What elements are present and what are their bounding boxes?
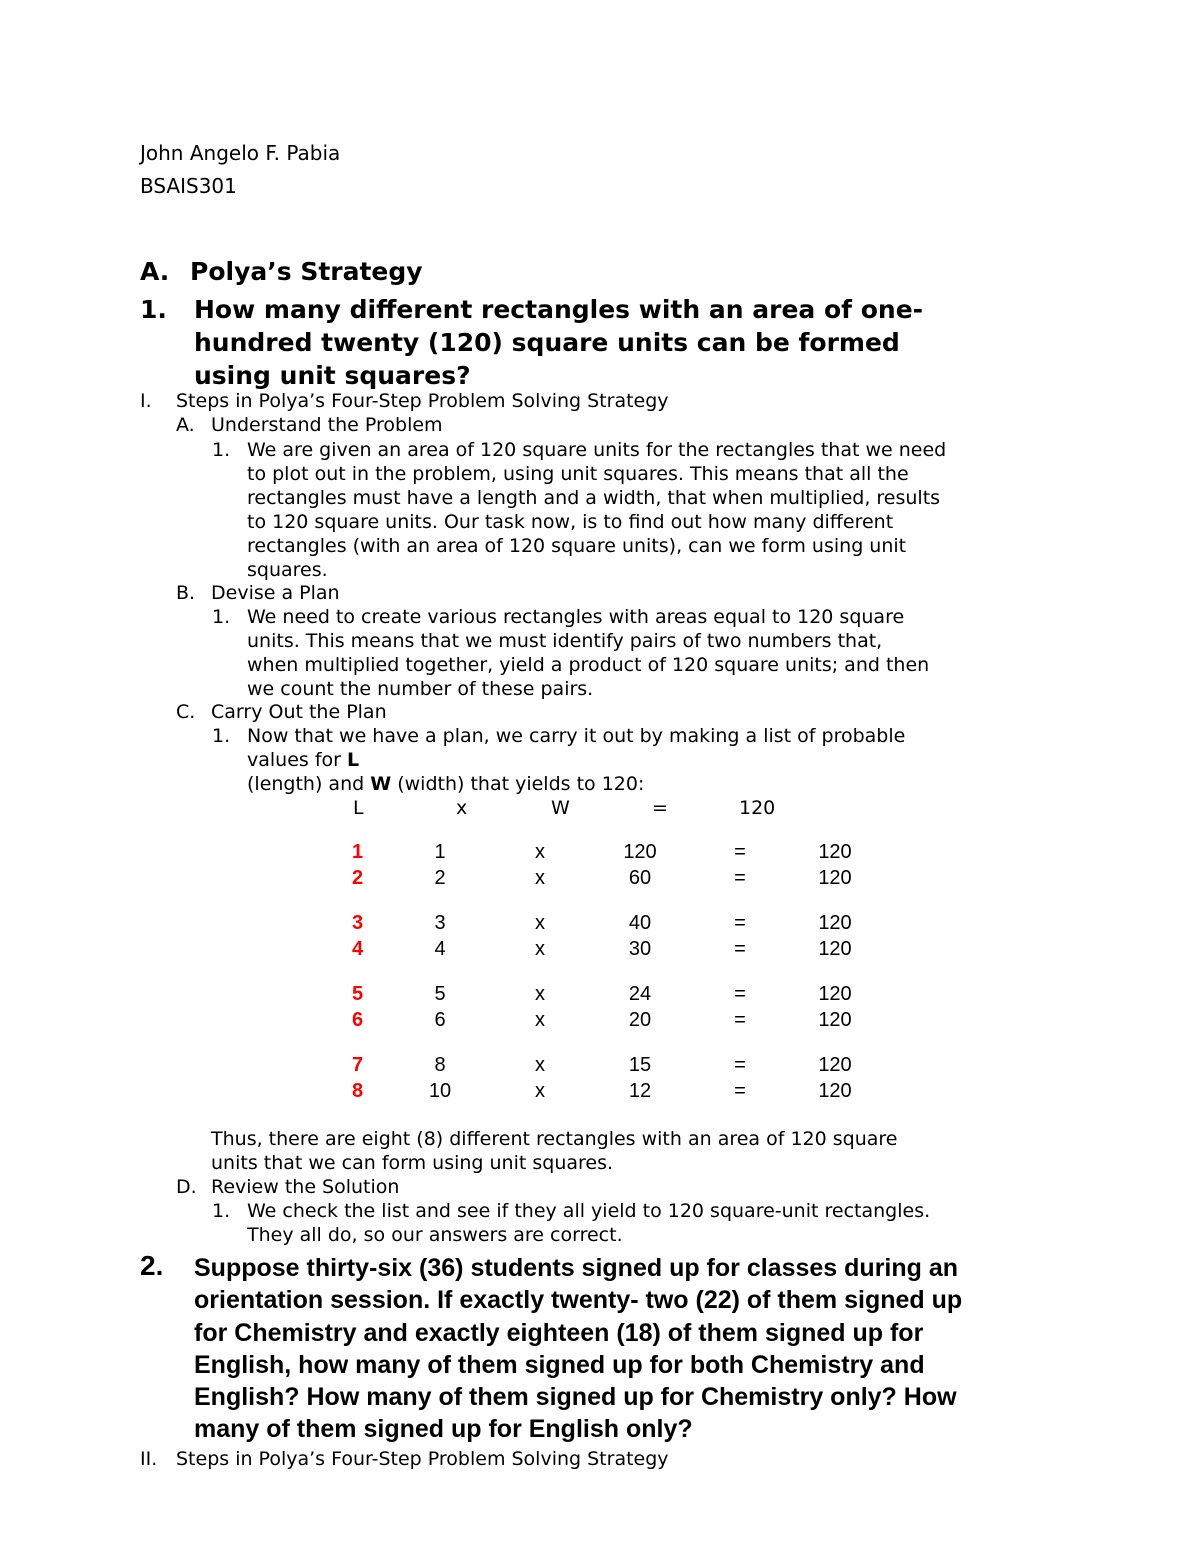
times-sign: x <box>535 1079 545 1102</box>
step-b-marker: B. <box>176 582 196 604</box>
equals-sign: = <box>734 841 746 863</box>
step-c-marker: C. <box>176 701 196 723</box>
conclusion-paragraph <box>211 1127 898 1175</box>
question-2-marker: 2. <box>140 1250 164 1281</box>
step-b-title: Devise a Plan <box>211 582 340 604</box>
row-number: 1 <box>352 841 364 863</box>
paragraph-line: We check the list and see if they all yield to 120 square-unit rectangles. <box>247 1200 931 1222</box>
width-value: 60 <box>628 866 652 889</box>
class-section: BSAIS301 <box>140 174 237 198</box>
equals-sign: = <box>734 912 746 934</box>
times-sign: x <box>535 866 545 889</box>
step-b-paragraph <box>247 605 929 701</box>
paragraph-line: when multiplied together, yield a product of 120 square units; and then <box>247 654 930 676</box>
paragraph-line: We are given an area of 120 square units for the rectangles that we need <box>247 439 947 461</box>
part-2-title: Steps in Polya’s Four-Step Problem Solving Strategy <box>176 1448 669 1470</box>
step-a-marker: A. <box>176 414 195 436</box>
step-d-marker: D. <box>176 1176 197 1198</box>
step-a-title: Understand the Problem <box>211 414 443 436</box>
times-sign: x <box>535 983 545 1005</box>
width-value: 20 <box>628 1008 652 1031</box>
paragraph-line: They all do, so our answers are correct. <box>247 1224 623 1246</box>
paragraph-line: units that we can form using unit squares. <box>211 1152 614 1174</box>
product-value: 120 <box>818 841 852 863</box>
equals-sign: = <box>734 937 746 960</box>
times-sign: x <box>535 937 545 960</box>
section-a-marker: A. <box>140 257 170 286</box>
row-number: 4 <box>352 937 364 960</box>
step-d-paragraph <box>247 1199 930 1247</box>
section-a-title: Polya’s Strategy <box>190 257 423 286</box>
table-row <box>340 866 880 892</box>
equals-sign: = <box>734 1054 746 1076</box>
table-row <box>340 840 880 866</box>
question-1-text <box>194 293 923 392</box>
product-value: 120 <box>818 983 852 1005</box>
length-value: 3 <box>434 912 446 934</box>
equals-sign: = <box>734 1079 746 1102</box>
length-value: 2 <box>434 866 446 889</box>
question-1-line: How many different rectangles with an area of one- <box>194 295 924 324</box>
text-run: (length) and <box>247 773 371 795</box>
paragraph-line: Now that we have a plan, we carry it out by making a list of probable <box>247 725 906 747</box>
row-number: 3 <box>352 912 364 934</box>
product-value: 120 <box>818 937 852 960</box>
times-sign: x <box>535 1054 545 1076</box>
part-2-marker: II. <box>140 1448 158 1470</box>
equals-sign: = <box>734 866 746 889</box>
step-d-item-marker: 1. <box>212 1200 231 1222</box>
step-c-title: Carry Out the Plan <box>211 701 387 723</box>
paragraph-line: to 120 square units. Our task now, is to find out how many different <box>247 511 894 533</box>
question-2-line: English? How many of them signed up for Chemistry only? How <box>194 1383 957 1412</box>
width-value: 15 <box>628 1054 652 1076</box>
text-run: values for <box>247 749 348 771</box>
step-d-title: Review the Solution <box>211 1176 400 1198</box>
table-header-l: L <box>353 797 364 819</box>
table-row <box>340 1079 880 1105</box>
length-symbol: L <box>347 749 360 771</box>
question-2-line: orientation session. If exactly twenty- two (22) of them signed up <box>194 1286 963 1315</box>
question-2-line: many of them signed up for English only? <box>194 1415 693 1444</box>
product-value: 120 <box>818 866 852 889</box>
length-value: 4 <box>434 937 446 960</box>
width-value: 24 <box>628 983 652 1005</box>
times-sign: x <box>535 912 545 934</box>
row-number: 5 <box>352 983 364 1005</box>
times-sign: x <box>535 1008 545 1031</box>
width-value: 40 <box>628 912 652 934</box>
length-value: 8 <box>434 1054 446 1076</box>
product-value: 120 <box>818 1054 852 1076</box>
row-number: 6 <box>352 1008 364 1031</box>
table-row <box>340 982 880 1008</box>
table-row <box>340 911 880 937</box>
paragraph-line: Thus, there are eight (8) different rectangles with an area of 120 square <box>211 1128 898 1150</box>
times-sign: x <box>535 841 545 863</box>
product-value: 120 <box>818 912 852 934</box>
row-number: 2 <box>352 866 364 889</box>
paragraph-line <box>247 748 905 772</box>
table-row <box>340 937 880 963</box>
table-header-x: x <box>456 797 468 819</box>
width-symbol: W <box>370 773 392 795</box>
paragraph-line: We need to create various rectangles with areas equal to 120 square <box>247 606 905 628</box>
question-1-line: hundred twenty (120) square units can be formed <box>194 328 900 357</box>
question-2-line: English, how many of them signed up for both Chemistry and <box>194 1350 925 1379</box>
paragraph-line: rectangles must have a length and a width, that when multiplied, results <box>247 487 941 509</box>
text-run: (width) that yields to 120: <box>391 773 645 795</box>
table-row <box>340 1053 880 1079</box>
paragraph-line <box>247 772 905 796</box>
table-row <box>340 1008 880 1034</box>
paragraph-line: units. This means that we must identify pairs of two numbers that, <box>247 630 883 652</box>
part-1-title: Steps in Polya’s Four-Step Problem Solving Strategy <box>176 390 669 412</box>
table-header-w: W <box>551 797 570 819</box>
table-header-result: 120 <box>739 797 776 819</box>
step-a-paragraph <box>247 438 946 582</box>
length-value: 5 <box>434 983 446 1005</box>
length-value: 1 <box>434 841 446 863</box>
author-name: John Angelo F. Pabia <box>140 141 341 165</box>
row-number: 8 <box>352 1079 364 1102</box>
question-2-line: Suppose thirty-six (36) students signed up for classes during an <box>194 1254 959 1282</box>
table-header-equals: = <box>652 797 668 819</box>
paragraph-line: we count the number of these pairs. <box>247 678 594 700</box>
question-1-marker: 1. <box>140 295 167 324</box>
paragraph-line: to plot out in the problem, using unit squares. This means that all the <box>247 463 909 485</box>
row-number: 7 <box>352 1054 364 1076</box>
paragraph-line: squares. <box>247 559 328 581</box>
equals-sign: = <box>734 983 746 1005</box>
paragraph-line: rectangles (with an area of 120 square units), can we form using unit <box>247 535 907 557</box>
question-2-text <box>194 1252 962 1446</box>
equals-sign: = <box>734 1008 746 1031</box>
width-value: 12 <box>628 1079 652 1102</box>
question-1-line: using unit squares? <box>194 361 471 390</box>
width-value: 120 <box>623 841 657 863</box>
length-value: 6 <box>434 1008 446 1031</box>
length-value: 10 <box>428 1079 452 1102</box>
product-value: 120 <box>818 1079 852 1102</box>
product-value: 120 <box>818 1008 852 1031</box>
step-a-item-marker: 1. <box>212 439 231 461</box>
question-2-line: for Chemistry and exactly eighteen (18) of them signed up for <box>194 1318 924 1347</box>
step-c-paragraph <box>247 724 905 796</box>
part-1-marker: I. <box>140 390 152 412</box>
width-value: 30 <box>628 937 652 960</box>
step-b-item-marker: 1. <box>212 606 231 628</box>
step-c-item-marker: 1. <box>212 725 231 747</box>
